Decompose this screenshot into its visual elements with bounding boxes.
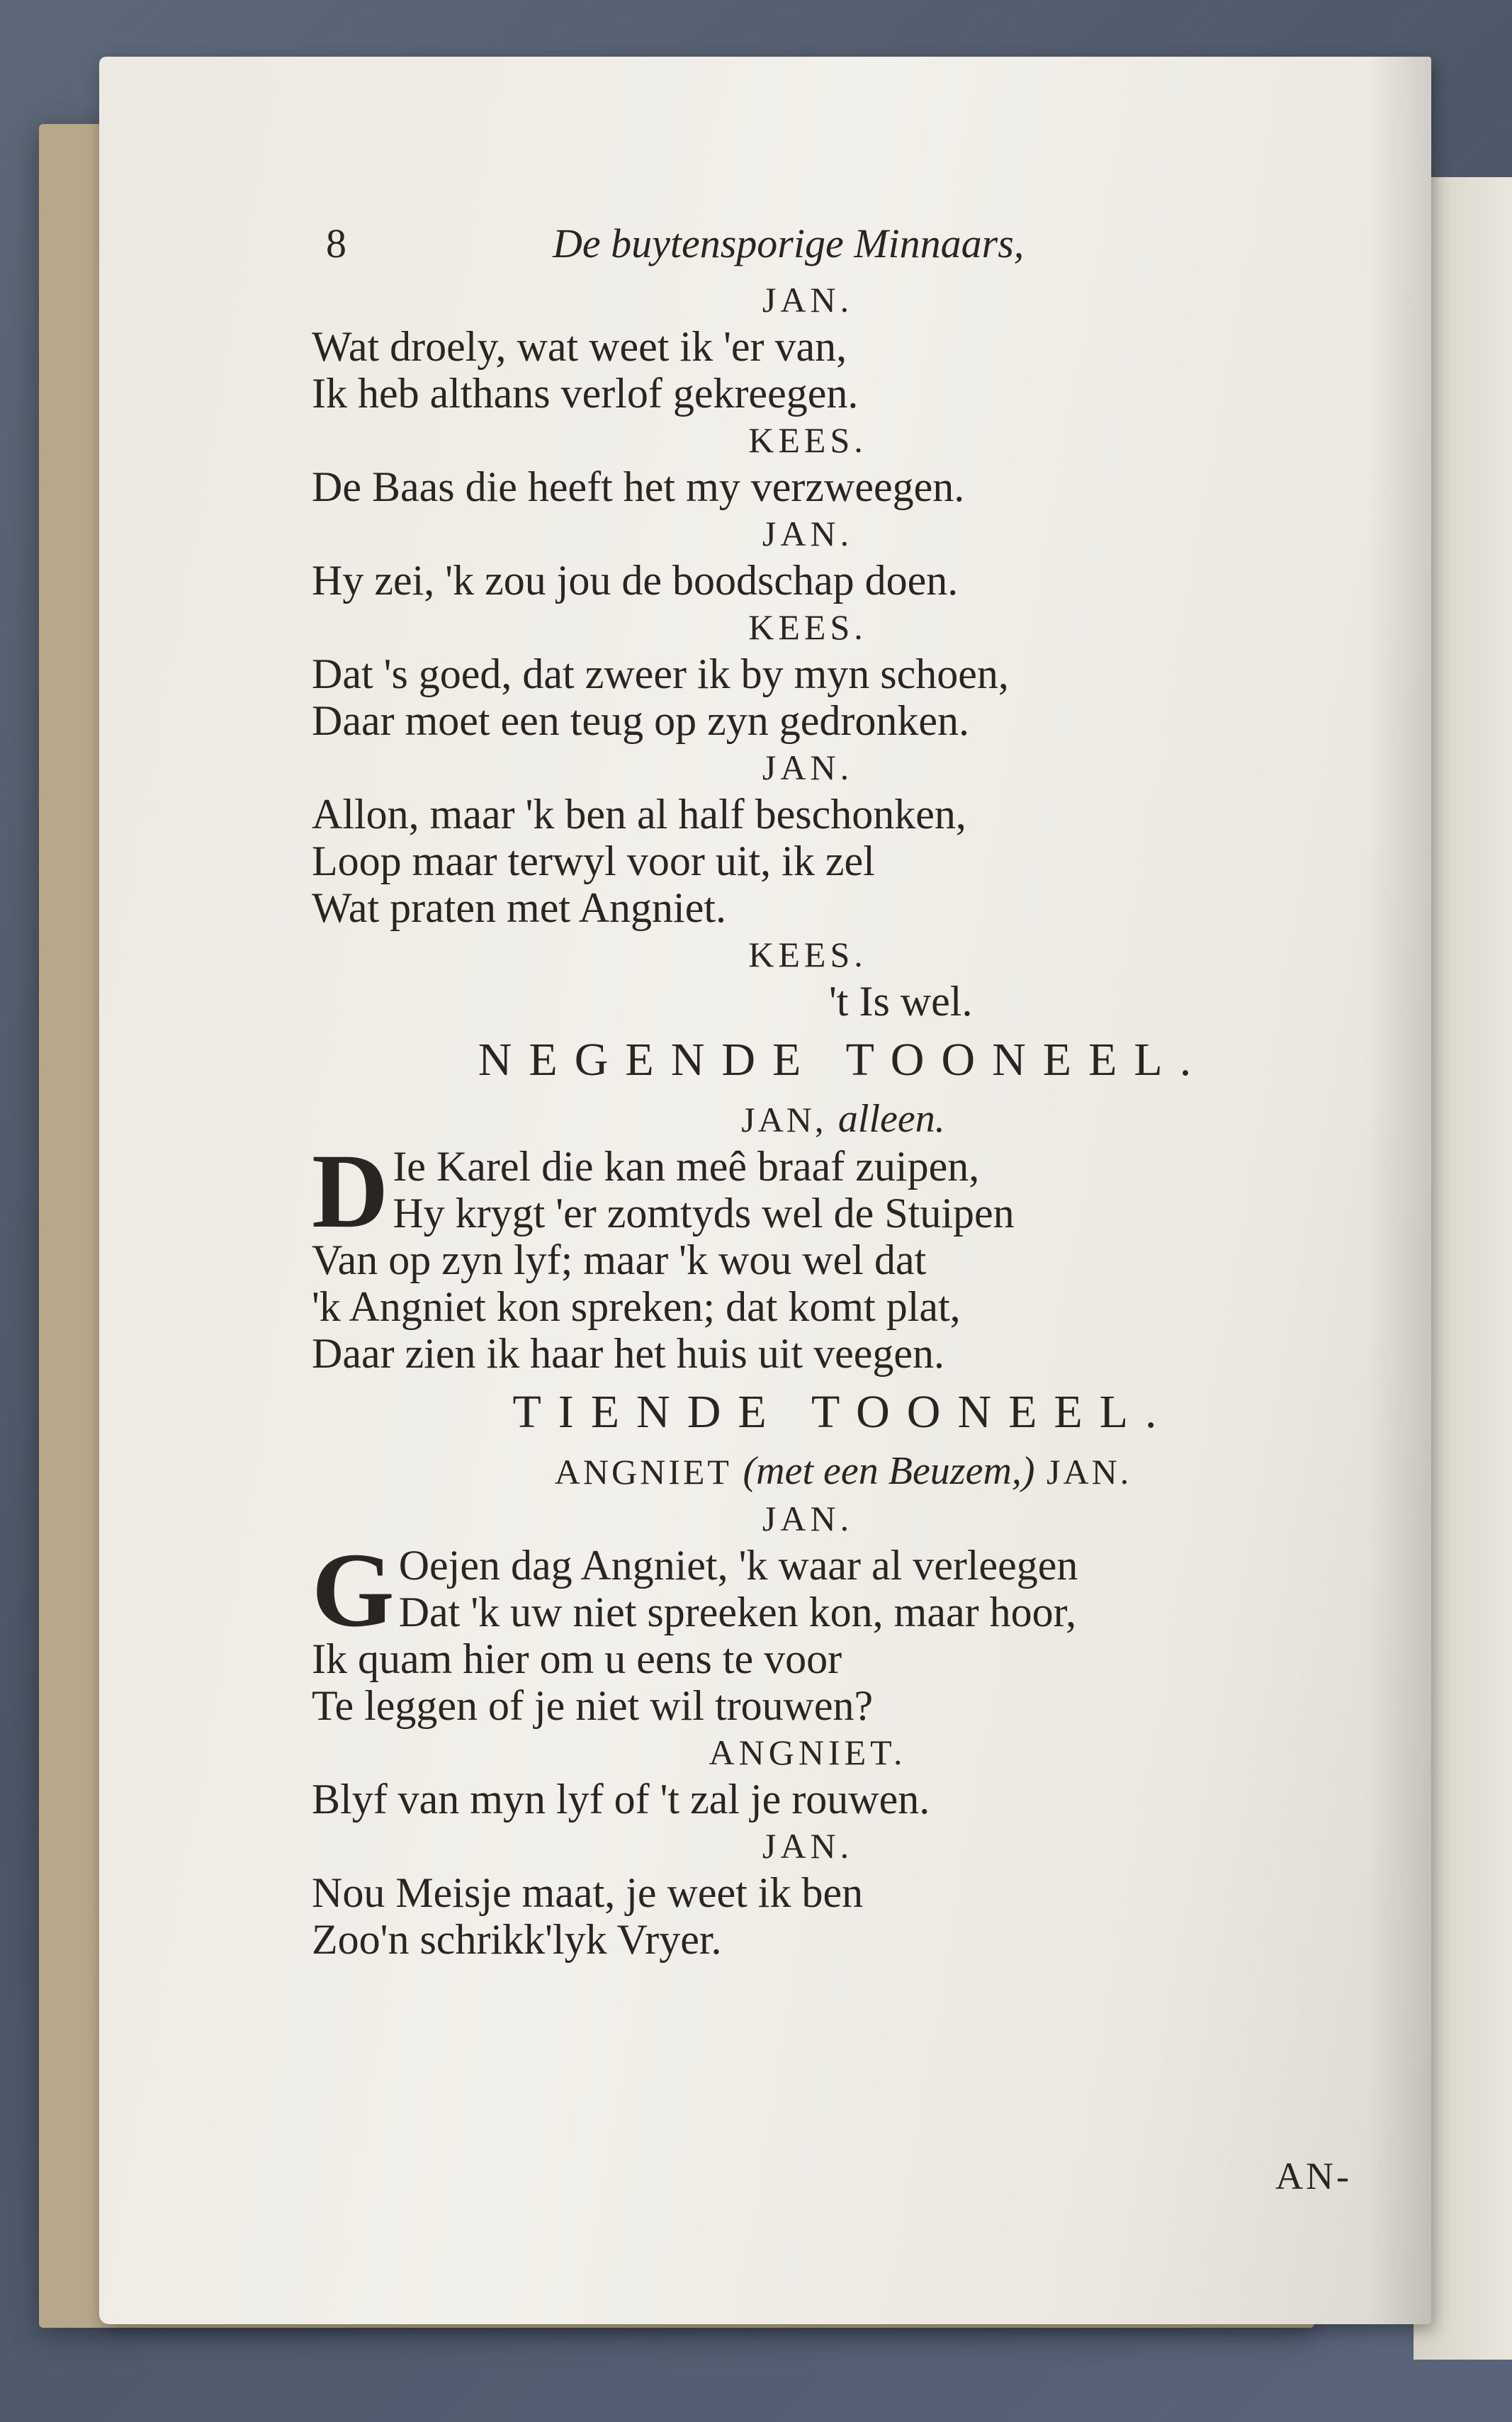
- verse-line: De Baas die heeft het my verzweegen.: [312, 463, 965, 510]
- cast-name: ANGNIET: [554, 1452, 732, 1492]
- verse-line: Van op zyn lyf; maar 'k wou wel dat: [312, 1237, 927, 1283]
- speaker-label: KEES.: [748, 935, 867, 974]
- cast-name: JAN.: [1046, 1452, 1132, 1492]
- verse-line: Daar zien ik haar het huis uit veegen.: [312, 1330, 944, 1377]
- speaker-label: KEES.: [748, 607, 867, 647]
- text-block: [312, 276, 1410, 1963]
- cast-name: JAN,: [741, 1100, 827, 1139]
- verse-line: Wat praten met Angniet.: [312, 884, 726, 931]
- verse-line: Blyf van myn lyf of 't zal je rouwen.: [312, 1776, 930, 1823]
- verse-line: Dat 's goed, dat zweer ik by myn schoen,: [312, 650, 1009, 697]
- verse-line: Dat 'k uw niet spreeken kon, maar hoor,: [398, 1589, 1077, 1635]
- verse-line: Zoo'n schrikk'lyk Vryer.: [312, 1916, 722, 1963]
- drop-cap: D: [312, 1132, 389, 1250]
- speaker-label: JAN.: [762, 514, 854, 553]
- speaker-label: ANGNIET.: [709, 1733, 907, 1772]
- cast-note: (met een Beuzem,): [743, 1449, 1035, 1493]
- drop-cap: G: [312, 1531, 395, 1649]
- cast-note: alleen.: [837, 1097, 945, 1141]
- verse-line: Oejen dag Angniet, 'k waar al verleegen: [398, 1542, 1078, 1589]
- verse-line: Hy zei, 'k zou jou de boodschap doen.: [312, 557, 959, 604]
- verse-line: Hy krygt 'er zomtyds wel de Stuipen: [393, 1190, 1015, 1237]
- verse-line: Nou Meisje maat, je weet ik ben: [312, 1869, 864, 1916]
- speaker-label: JAN.: [762, 1826, 854, 1866]
- scene-heading-9: NEGENDE TOONEEL.: [478, 1034, 1209, 1086]
- verse-line-indented: 't Is wel.: [829, 978, 973, 1025]
- scene-heading-10: TIENDE TOONEEL.: [512, 1386, 1174, 1438]
- verse-line: Ik quam hier om u eens te voor: [312, 1635, 842, 1682]
- verse-line: Allon, maar 'k ben al half beschonken,: [312, 791, 966, 838]
- verse-line: 'k Angniet kon spreken; dat komt plat,: [312, 1283, 961, 1330]
- verse-line: Ik heb althans verlof gekreegen.: [312, 370, 859, 417]
- speaker-label: JAN.: [762, 280, 854, 320]
- catchword: AN-: [1275, 2155, 1352, 2197]
- verse-line: Loop maar terwyl voor uit, ik zel: [312, 838, 875, 884]
- page-number: 8: [326, 220, 346, 266]
- cast-list-9: [312, 1095, 1375, 1143]
- book-page: [99, 57, 1431, 2324]
- cast-list-10: [312, 1448, 1375, 1495]
- scene10-paragraph: [312, 1531, 1410, 1729]
- verse-line: Wat droely, wat weet ik 'er van,: [312, 323, 847, 370]
- speaker-label: JAN.: [762, 748, 854, 787]
- verse-line: Te leggen of je niet wil trouwen?: [312, 1682, 874, 1729]
- page-header: [326, 220, 1247, 276]
- speaker-label: KEES.: [748, 420, 867, 460]
- speaker-label: JAN.: [762, 1499, 854, 1538]
- scene9-paragraph: [312, 1132, 1410, 1377]
- verse-line: Ie Karel die kan meê braaf zuipen,: [393, 1143, 980, 1190]
- running-title: De buytensporige Minnaars,: [553, 220, 1025, 266]
- verse-line: Daar moet een teug op zyn gedronken.: [312, 697, 969, 744]
